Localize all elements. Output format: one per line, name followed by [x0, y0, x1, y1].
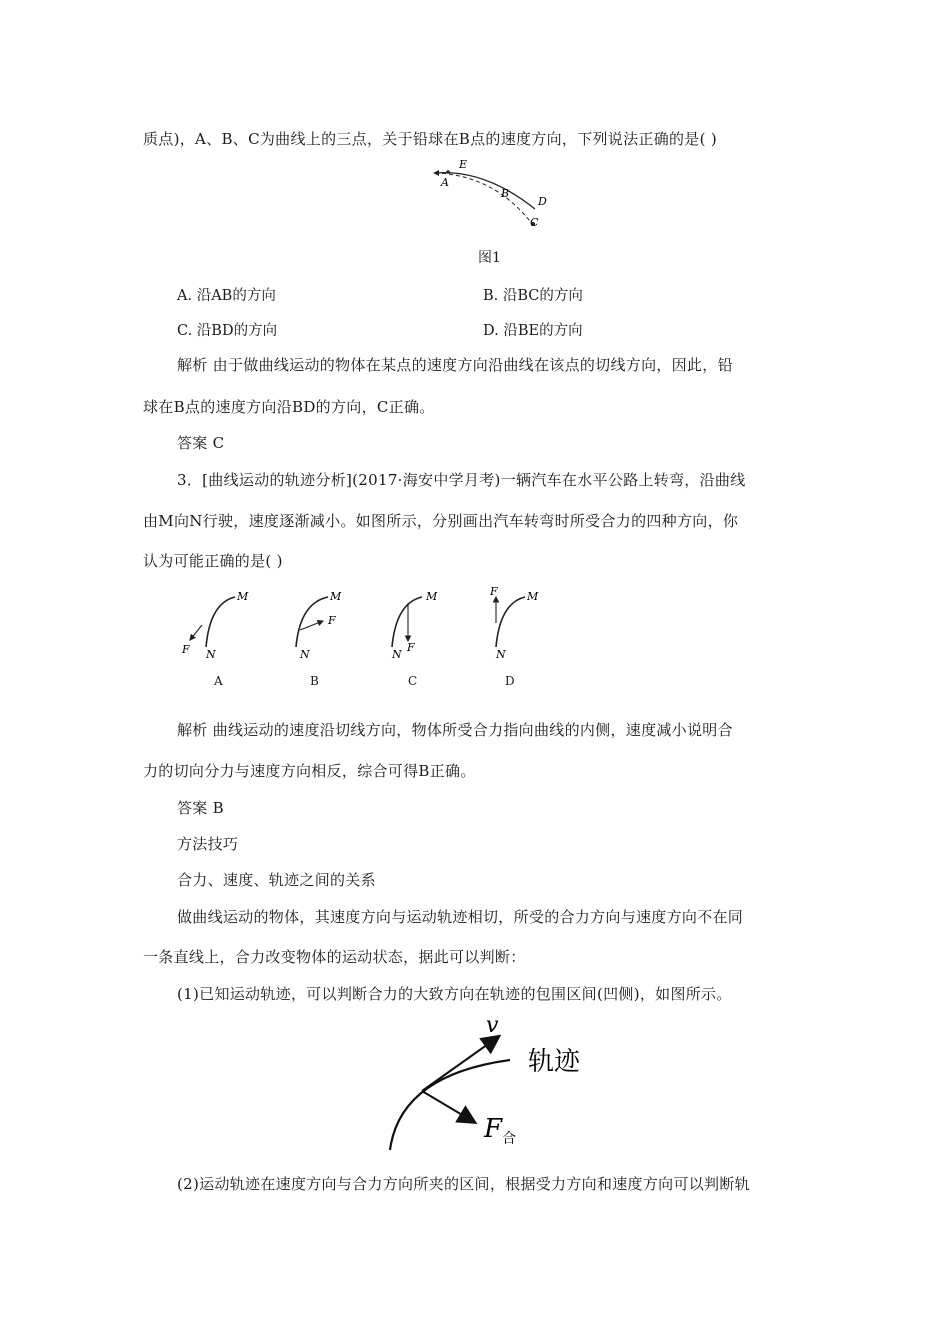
question-text-line: 质点)，A、B、C为曲线上的三点，关于铅球在B点的速度方向，下列说法正确的是( ) — [143, 130, 717, 148]
svg-text:F: F — [328, 614, 336, 627]
explanation-2-line-2: 力的切向分力与速度方向相反，综合可得B正确。 — [143, 762, 476, 780]
svg-text:F: F — [182, 643, 190, 656]
paragraph-1-line-2: 一条直线上，合力改变物体的运动状态，据此可以判断： — [143, 948, 526, 966]
label-E: E — [459, 158, 468, 171]
label-B: B — [501, 187, 510, 200]
figure-1-caption: 图1 — [478, 250, 501, 266]
paragraph-2: (1)已知运动轨迹，可以判断合力的大致方向在轨迹的包围区间(凹侧)，如图所示。 — [177, 985, 732, 1003]
svg-text:M: M — [330, 590, 342, 603]
subfigure-a — [181, 590, 249, 661]
option-d: D. 沿BE的方向 — [483, 323, 583, 339]
svg-text:N: N — [392, 648, 402, 661]
answer-1: 答案 C — [177, 434, 225, 452]
subfigure-d — [489, 585, 539, 661]
svg-text:M: M — [426, 590, 438, 603]
method-heading: 方法技巧 — [177, 835, 239, 853]
label-D: D — [538, 195, 547, 208]
figure-1-trajectory — [425, 155, 555, 230]
explanation-2-line-1: 解析 曲线运动的速度沿切线方向，物体所受合力指向曲线的内侧，速度减小说明合 — [177, 721, 733, 739]
question-3-line-3: 认为可能正确的是( ) — [143, 552, 283, 570]
option-c: C. 沿BD的方向 — [177, 323, 278, 339]
question-3-line-1: 3．[曲线运动的轨迹分析](2017·海安中学月考)一辆汽车在水平公路上转弯，沿曲线 — [177, 471, 746, 489]
svg-text:N: N — [300, 648, 310, 661]
subfigure-c — [391, 590, 438, 661]
force-subscript: 合 — [502, 1131, 516, 1147]
label-A: A — [441, 176, 449, 189]
svg-text:N: N — [206, 648, 216, 661]
velocity-label: v — [486, 1015, 499, 1038]
option-a: A. 沿AB的方向 — [177, 288, 276, 304]
figure-3-force-options — [170, 585, 550, 665]
subfigure-label-c: C — [408, 674, 418, 688]
answer-2: 答案 B — [177, 799, 224, 817]
paragraph-3: (2)运动轨迹在速度方向与合力方向所夹的区间，根据受力方向和速度方向可以判断轨 — [177, 1175, 750, 1193]
explanation-1-line-1: 解析 由于做曲线运动的物体在某点的速度方向沿曲线在该点的切线方向，因此，铅 — [177, 356, 733, 374]
subfigure-label-a: A — [214, 674, 223, 688]
label-C: C — [530, 216, 539, 229]
svg-text:F: F — [407, 641, 415, 654]
svg-text:F: F — [490, 585, 498, 598]
question-3-line-2: 由M向N行驶，速度逐渐减小。如图所示，分别画出汽车转弯时所受合力的四种方向，你 — [143, 512, 739, 530]
figure-trajectory-force — [370, 1015, 610, 1155]
svg-text:M: M — [237, 590, 249, 603]
force-label: F — [484, 1114, 503, 1144]
subfigure-label-d: D — [505, 674, 515, 688]
svg-text:M: M — [527, 590, 539, 603]
option-b: B. 沿BC的方向 — [483, 288, 583, 304]
relation-heading: 合力、速度、轨迹之间的关系 — [177, 871, 376, 889]
explanation-1-line-2: 球在B点的速度方向沿BD的方向，C正确。 — [143, 398, 435, 416]
paragraph-1-line-1: 做曲线运动的物体，其速度方向与运动轨迹相切，所受的合力方向与速度方向不在同 — [177, 908, 744, 926]
subfigure-b — [296, 590, 342, 661]
svg-text:N: N — [496, 648, 506, 661]
trajectory-label: 轨迹 — [528, 1047, 581, 1077]
subfigure-label-b: B — [310, 674, 319, 688]
